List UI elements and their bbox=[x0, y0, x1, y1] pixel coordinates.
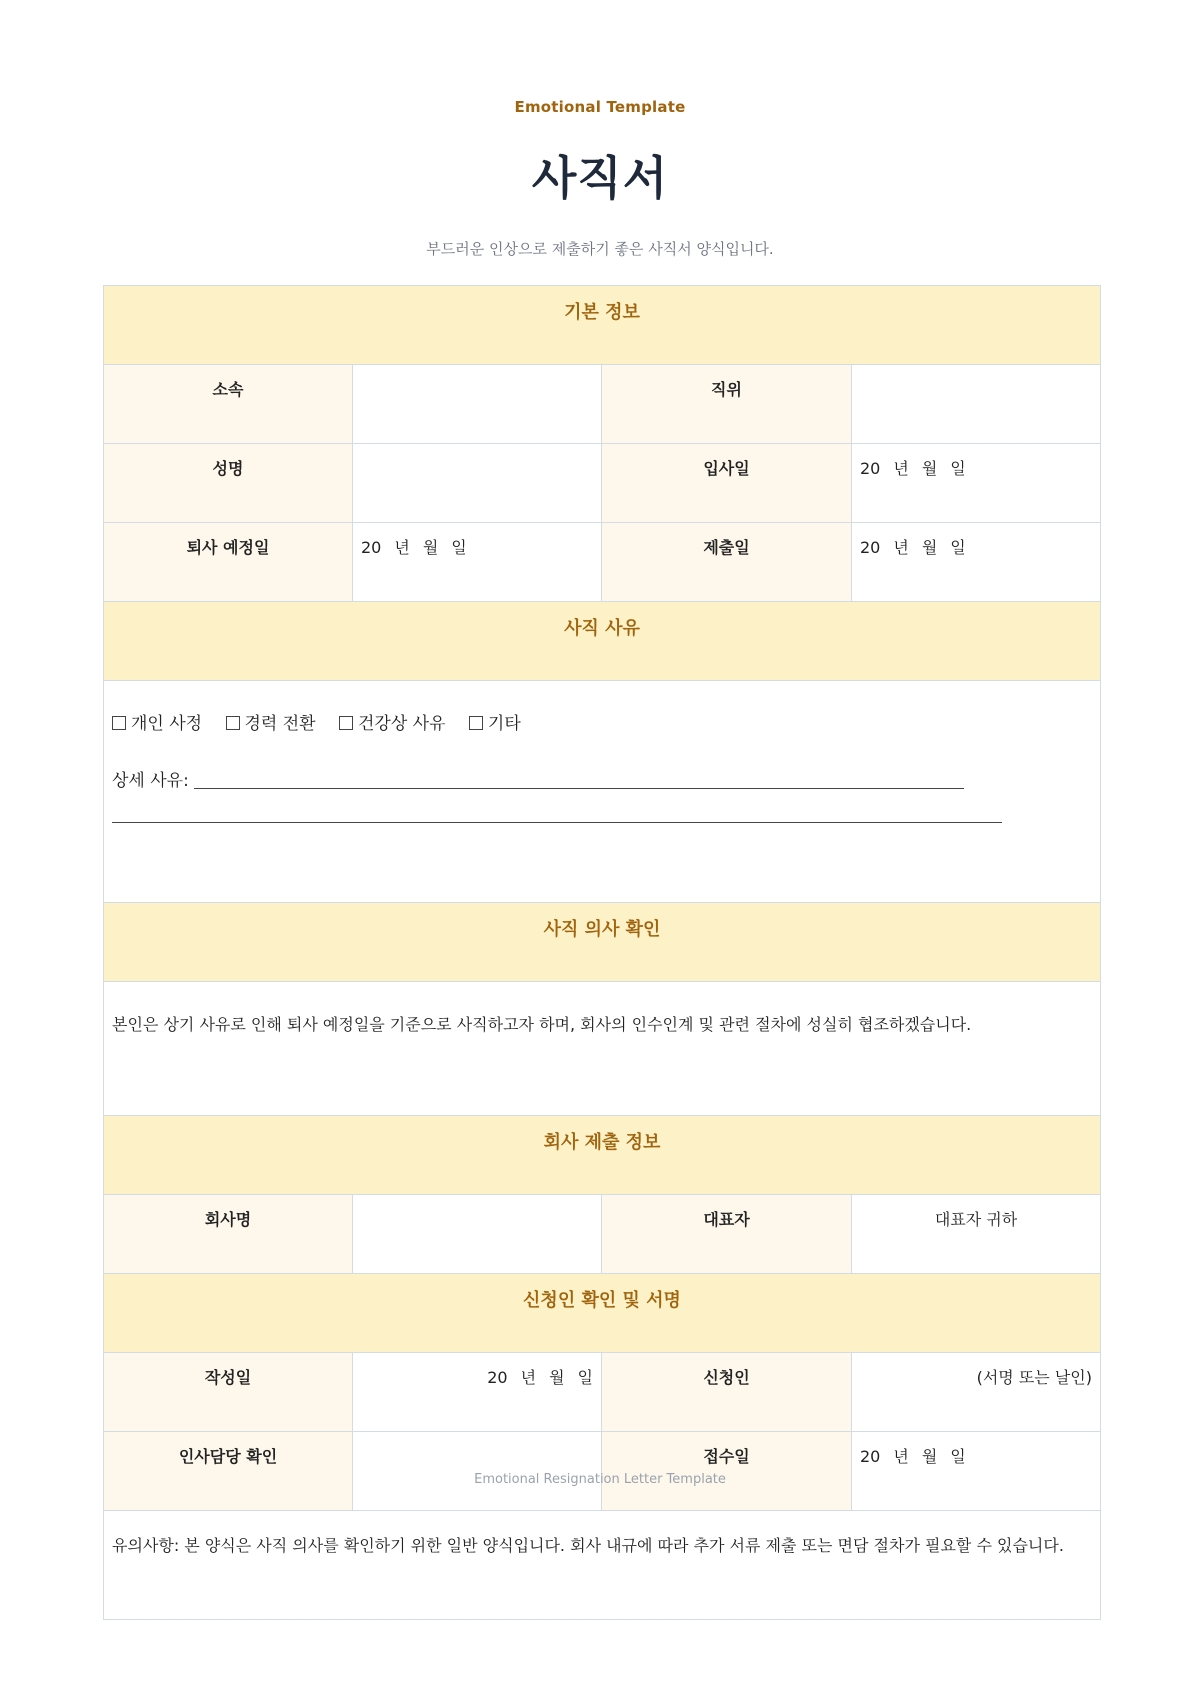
checkbox-icon[interactable] bbox=[112, 716, 126, 730]
date-day-unit: 일 bbox=[451, 538, 467, 557]
note-row bbox=[104, 1511, 1101, 1620]
date-month-unit: 월 bbox=[921, 1447, 938, 1466]
received-date-field[interactable] bbox=[852, 1432, 1101, 1511]
reason-detail-line[interactable] bbox=[194, 774, 964, 789]
hr-confirm-field[interactable] bbox=[353, 1432, 602, 1511]
document-title: 사직서 bbox=[531, 151, 669, 205]
footer-text: Emotional Resignation Letter Template bbox=[474, 1472, 726, 1487]
reason-detail bbox=[112, 764, 1092, 832]
section-company bbox=[104, 1116, 1101, 1195]
leave-date-label: 퇴사 예정일 bbox=[104, 523, 353, 602]
intent-statement: 본인은 상기 사유로 인해 퇴사 예정일을 기준으로 사직하고자 하며, 회사의 인수인계 및 관련 절차에 성실히 협조하겠습니다. bbox=[104, 982, 1101, 1116]
date-year: 20 bbox=[860, 1447, 881, 1466]
reason-option-health[interactable] bbox=[339, 709, 446, 734]
section-reason bbox=[104, 602, 1101, 681]
form-row bbox=[104, 365, 1101, 444]
written-date-field[interactable] bbox=[353, 1353, 602, 1432]
document-subtitle: 부드러운 인상으로 제출하기 좋은 사직서 양식입니다. bbox=[426, 240, 774, 258]
section-title-basic-info: 기본 정보 bbox=[104, 286, 1101, 365]
written-date-label: 작성일 bbox=[104, 1353, 353, 1432]
reason-option-label: 개인 사정 bbox=[131, 714, 203, 734]
date-year-unit: 년 bbox=[893, 1447, 909, 1466]
applicant-label: 신청인 bbox=[602, 1353, 852, 1432]
date-year: 20 bbox=[860, 459, 881, 478]
date-year-unit: 년 bbox=[394, 538, 410, 557]
date-year: 20 bbox=[361, 538, 382, 557]
date-year-unit: 년 bbox=[893, 459, 909, 478]
template-eyebrow: Emotional Template bbox=[514, 98, 686, 116]
applicant-signature-field[interactable]: (서명 또는 날인) bbox=[852, 1353, 1101, 1432]
section-title-signature: 신청인 확인 및 서명 bbox=[104, 1274, 1101, 1353]
received-date-label: 접수일 bbox=[602, 1432, 852, 1511]
reason-option-label: 경력 전환 bbox=[244, 714, 316, 734]
date-day-unit: 일 bbox=[950, 459, 966, 478]
reason-content bbox=[104, 681, 1101, 903]
checkbox-icon[interactable] bbox=[339, 716, 353, 730]
form-row bbox=[104, 1195, 1101, 1274]
leave-date-field[interactable] bbox=[353, 523, 602, 602]
affiliation-field[interactable] bbox=[353, 365, 602, 444]
form-row bbox=[104, 1432, 1101, 1511]
section-title-intent: 사직 의사 확인 bbox=[104, 903, 1101, 982]
date-year-unit: 년 bbox=[520, 1368, 537, 1387]
resignation-form bbox=[103, 285, 1101, 1620]
reason-row bbox=[104, 681, 1101, 903]
section-intent bbox=[104, 903, 1101, 982]
date-year-unit: 년 bbox=[893, 538, 909, 557]
intent-row bbox=[104, 982, 1101, 1116]
reason-option-label: 건강상 사유 bbox=[358, 714, 446, 734]
position-label: 직위 bbox=[602, 365, 852, 444]
reason-option-career[interactable] bbox=[226, 709, 316, 734]
reason-detail-label: 상세 사유: bbox=[112, 771, 189, 791]
reason-option-label: 기타 bbox=[487, 714, 521, 734]
reason-option-personal[interactable] bbox=[112, 709, 202, 734]
date-year: 20 bbox=[860, 538, 881, 557]
affiliation-label: 소속 bbox=[104, 365, 353, 444]
form-row bbox=[104, 1353, 1101, 1432]
date-month-unit: 월 bbox=[921, 459, 938, 478]
name-label: 성명 bbox=[104, 444, 353, 523]
date-day-unit: 일 bbox=[577, 1368, 593, 1387]
date-month-unit: 월 bbox=[422, 538, 439, 557]
checkbox-icon[interactable] bbox=[469, 716, 483, 730]
submit-date-field[interactable] bbox=[852, 523, 1101, 602]
form-row bbox=[104, 523, 1101, 602]
date-day-unit: 일 bbox=[950, 1447, 966, 1466]
section-title-company: 회사 제출 정보 bbox=[104, 1116, 1101, 1195]
reason-option-other[interactable] bbox=[469, 709, 521, 734]
company-name-field[interactable] bbox=[353, 1195, 602, 1274]
form-row bbox=[104, 444, 1101, 523]
section-basic-info bbox=[104, 286, 1101, 365]
reason-detail-line[interactable] bbox=[112, 808, 1002, 823]
date-month-unit: 월 bbox=[549, 1368, 565, 1387]
hire-date-label: 입사일 bbox=[602, 444, 852, 523]
section-signature bbox=[104, 1274, 1101, 1353]
notice-text: 유의사항: 본 양식은 사직 의사를 확인하기 위한 일반 양식입니다. 회사 내규에 따라 추가 서류 제출 또는 면담 절차가 필요할 수 있습니다. bbox=[104, 1511, 1101, 1620]
reason-options bbox=[112, 709, 1092, 734]
ceo-field[interactable]: 대표자 귀하 bbox=[852, 1195, 1101, 1274]
date-year: 20 bbox=[487, 1368, 508, 1387]
company-name-label: 회사명 bbox=[104, 1195, 353, 1274]
name-field[interactable] bbox=[353, 444, 602, 523]
date-day-unit: 일 bbox=[950, 538, 966, 557]
submit-date-label: 제출일 bbox=[602, 523, 852, 602]
ceo-label: 대표자 bbox=[602, 1195, 852, 1274]
section-title-reason: 사직 사유 bbox=[104, 602, 1101, 681]
hr-confirm-label: 인사담당 확인 bbox=[104, 1432, 353, 1511]
hire-date-field[interactable] bbox=[852, 444, 1101, 523]
position-field[interactable] bbox=[852, 365, 1101, 444]
date-month-unit: 월 bbox=[921, 538, 938, 557]
checkbox-icon[interactable] bbox=[226, 716, 240, 730]
